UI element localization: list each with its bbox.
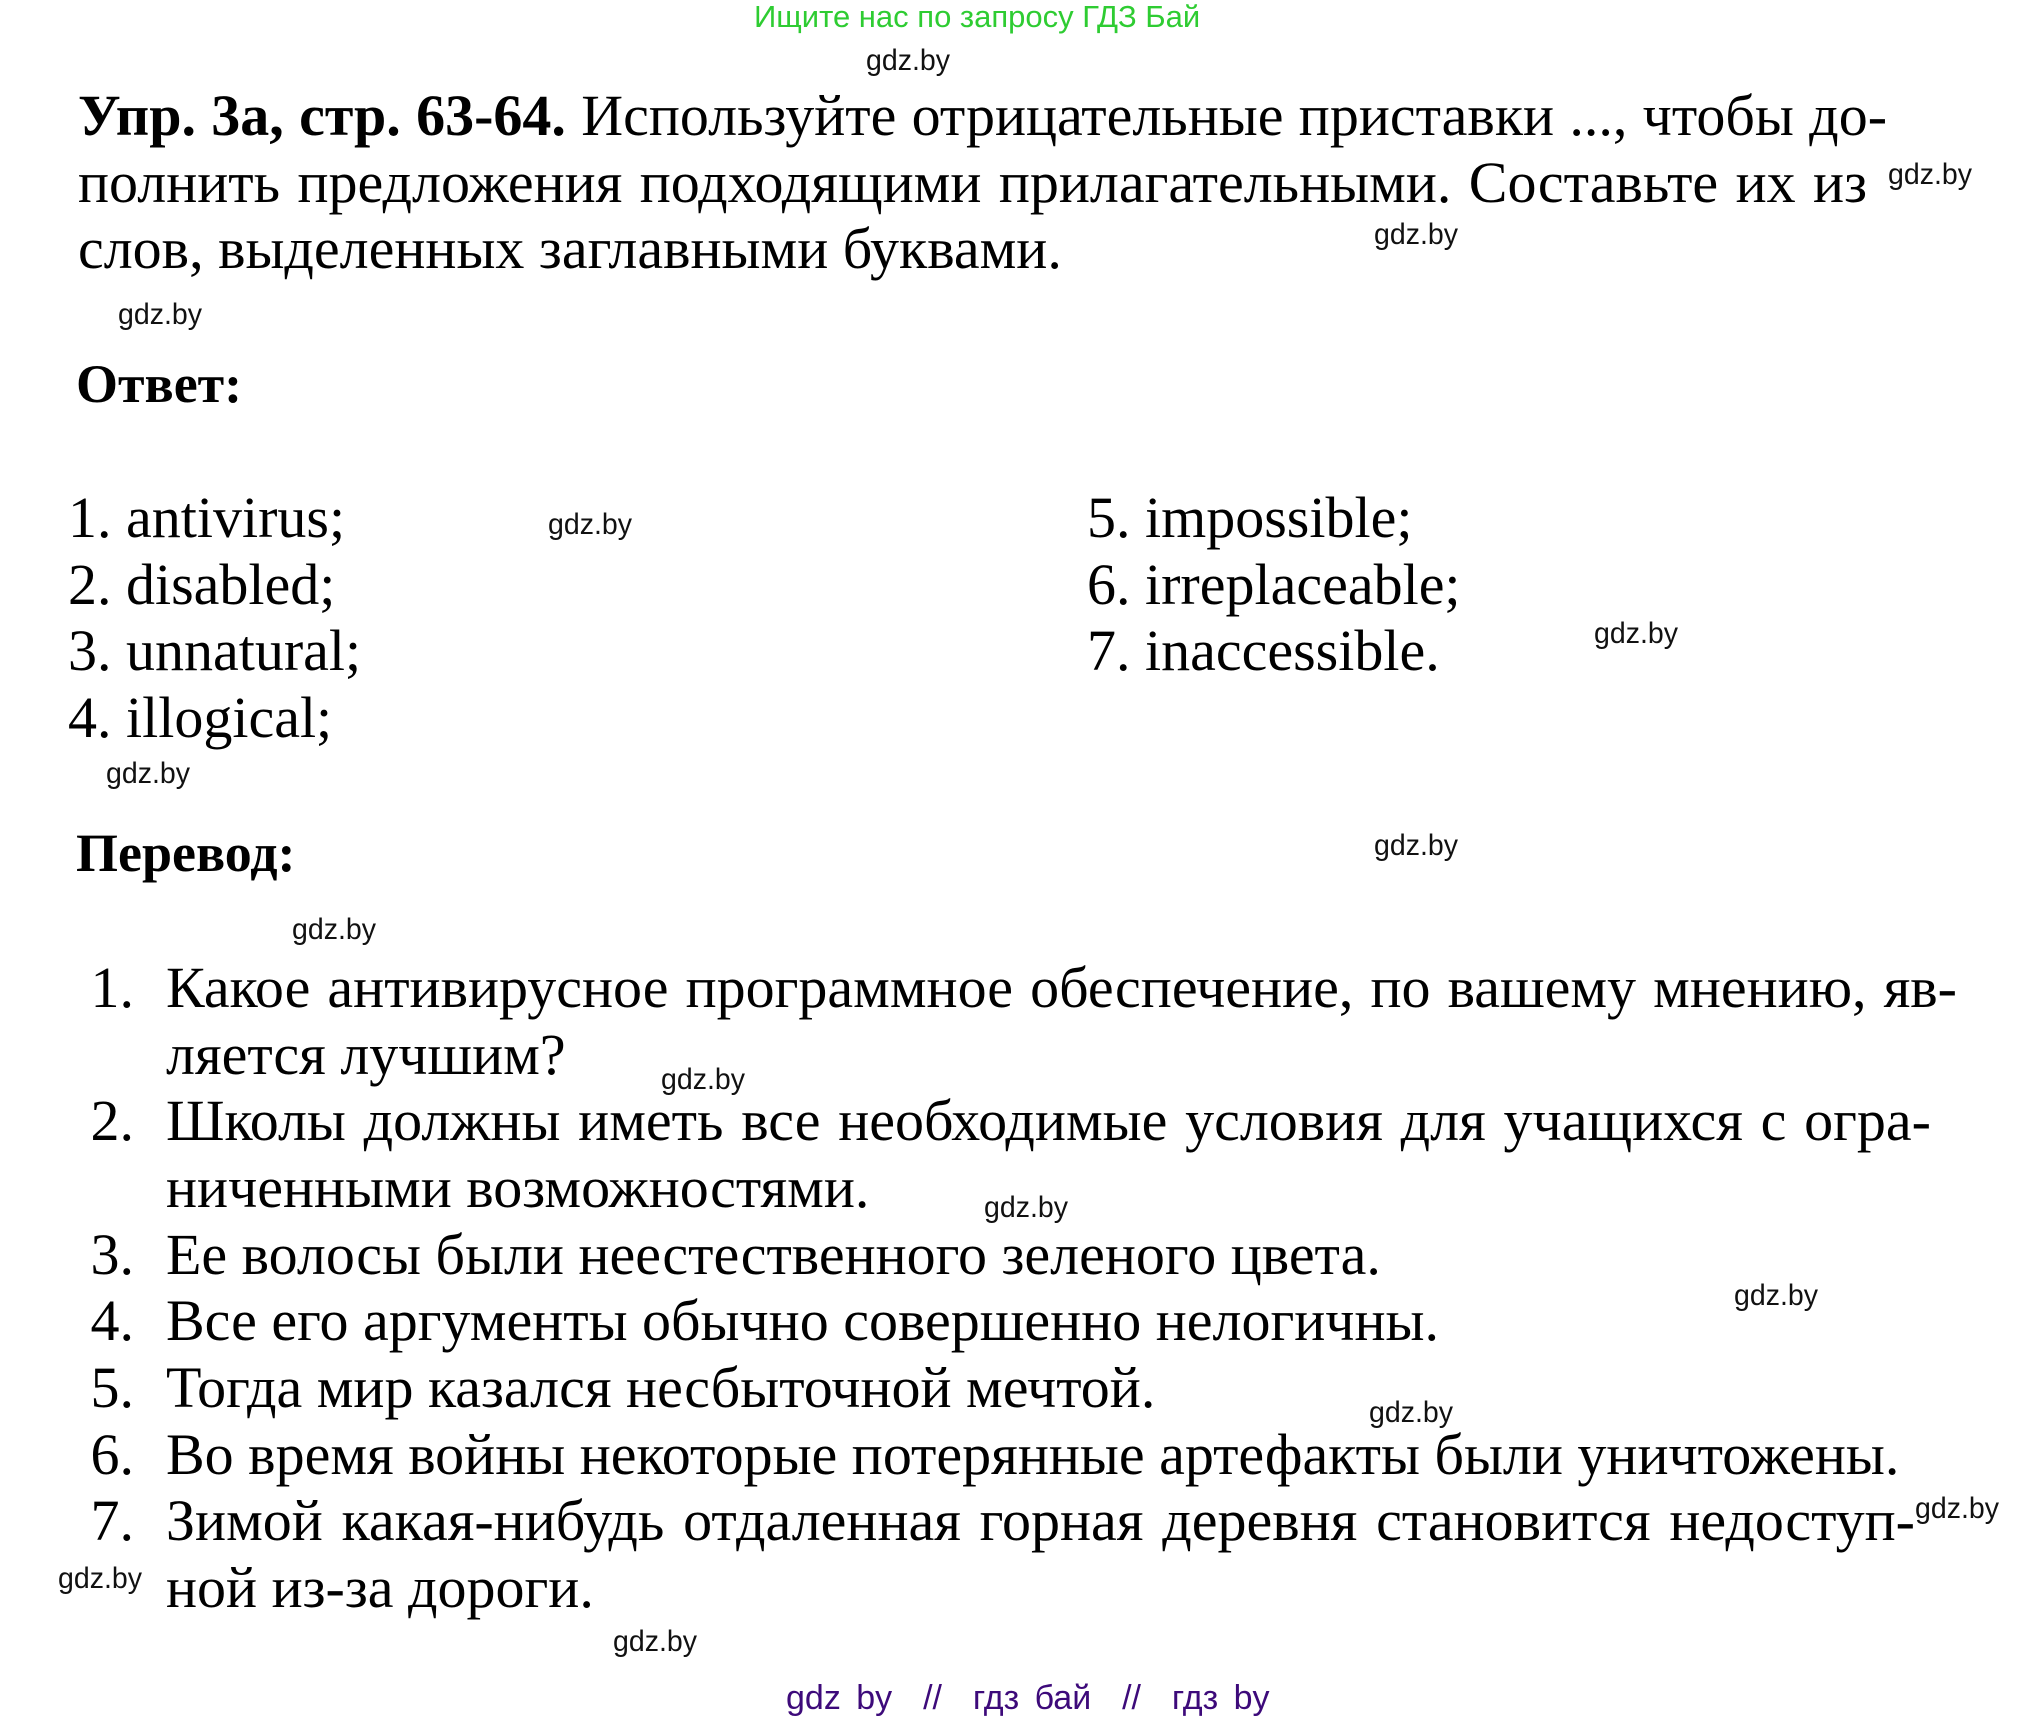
- watermark: gdz.by: [118, 298, 202, 331]
- item-number: 2.: [68, 552, 112, 617]
- item-number: 5.: [90, 1355, 134, 1420]
- watermark: gdz.by: [548, 508, 632, 541]
- item-number: 4.: [90, 1288, 134, 1353]
- translation-line: Во время войны некоторые потерянные артефакты были уничтожены.: [166, 1422, 1900, 1487]
- watermark: gdz.by: [106, 757, 190, 790]
- watermark: gdz.by: [1915, 1492, 1999, 1525]
- item-number: 1.: [90, 955, 134, 1020]
- watermark: gdz.by: [661, 1063, 745, 1096]
- answer-item: [68, 551, 335, 618]
- task-line-2: полнить предложения подходящими прилагательными. Составьте их из: [78, 150, 1867, 215]
- watermark: gdz.by: [1888, 158, 1972, 191]
- translation-line: ной из-за дороги.: [166, 1555, 594, 1620]
- translation-line: Какое антивирусное программное обеспечение, по вашему мнению, яв-: [166, 955, 1957, 1020]
- answer-item: [68, 484, 345, 551]
- watermark: gdz.by: [292, 913, 376, 946]
- task-text: Используйте отрицательные приставки ..., чтобы до-: [581, 83, 1888, 148]
- exercise-label: Упр. 3а, стр. 63-64.: [78, 83, 566, 148]
- watermark: gdz.by: [1369, 1396, 1453, 1429]
- translation-line: Тогда мир казался несбыточной мечтой.: [166, 1355, 1156, 1420]
- item-word: illogical;: [126, 685, 333, 750]
- answer-item: [1087, 484, 1412, 551]
- item-number: 5.: [1087, 485, 1131, 550]
- watermark: gdz.by: [58, 1562, 142, 1595]
- item-number: 3.: [90, 1222, 134, 1287]
- item-number: 7.: [90, 1488, 134, 1553]
- item-word: disabled;: [126, 552, 336, 617]
- item-word: antivirus;: [126, 485, 346, 550]
- watermark: gdz.by: [866, 44, 950, 77]
- translation-line: ниченными возможностями.: [166, 1155, 870, 1220]
- footer-links: gdz by // гдз бай // гдз by: [786, 1679, 1270, 1717]
- watermark: gdz.by: [1374, 218, 1458, 251]
- translation-line: Школы должны иметь все необходимые условия для учащихся с огра-: [166, 1088, 1931, 1153]
- watermark: gdz.by: [1594, 617, 1678, 650]
- watermark: gdz.by: [1734, 1279, 1818, 1312]
- translation-line: ляется лучшим?: [166, 1022, 566, 1087]
- item-number: 6.: [90, 1422, 134, 1487]
- answer-item: [68, 617, 361, 684]
- item-number: 4.: [68, 685, 112, 750]
- watermark: gdz.by: [613, 1625, 697, 1658]
- translation-line: Все его аргументы обычно совершенно нелогичны.: [166, 1288, 1439, 1353]
- item-word: irreplaceable;: [1145, 552, 1461, 617]
- item-word: impossible;: [1145, 485, 1413, 550]
- item-number: 7.: [1087, 618, 1131, 683]
- watermark: gdz.by: [1374, 829, 1458, 862]
- item-number: 3.: [68, 618, 112, 683]
- item-word: inaccessible.: [1145, 618, 1440, 683]
- translation-line: Зимой какая-нибудь отдаленная горная деревня становится недоступ-: [166, 1488, 1915, 1553]
- task-line-3: слов, выделенных заглавными буквами.: [78, 216, 1062, 281]
- answer-item: [1087, 617, 1440, 684]
- search-banner: Ищите нас по запросу ГДЗ Бай: [754, 0, 1201, 34]
- item-word: unnatural;: [126, 618, 362, 683]
- answer-item: [68, 684, 332, 751]
- item-number: 2.: [90, 1088, 134, 1153]
- translation-line: Ее волосы были неестественного зеленого цвета.: [166, 1222, 1381, 1287]
- translation-heading: Перевод:: [76, 823, 296, 883]
- item-number: 6.: [1087, 552, 1131, 617]
- answer-heading: Ответ:: [76, 354, 243, 414]
- item-number: 1.: [68, 485, 112, 550]
- watermark: gdz.by: [984, 1191, 1068, 1224]
- task-line-1: [78, 82, 1887, 149]
- answer-item: [1087, 551, 1461, 618]
